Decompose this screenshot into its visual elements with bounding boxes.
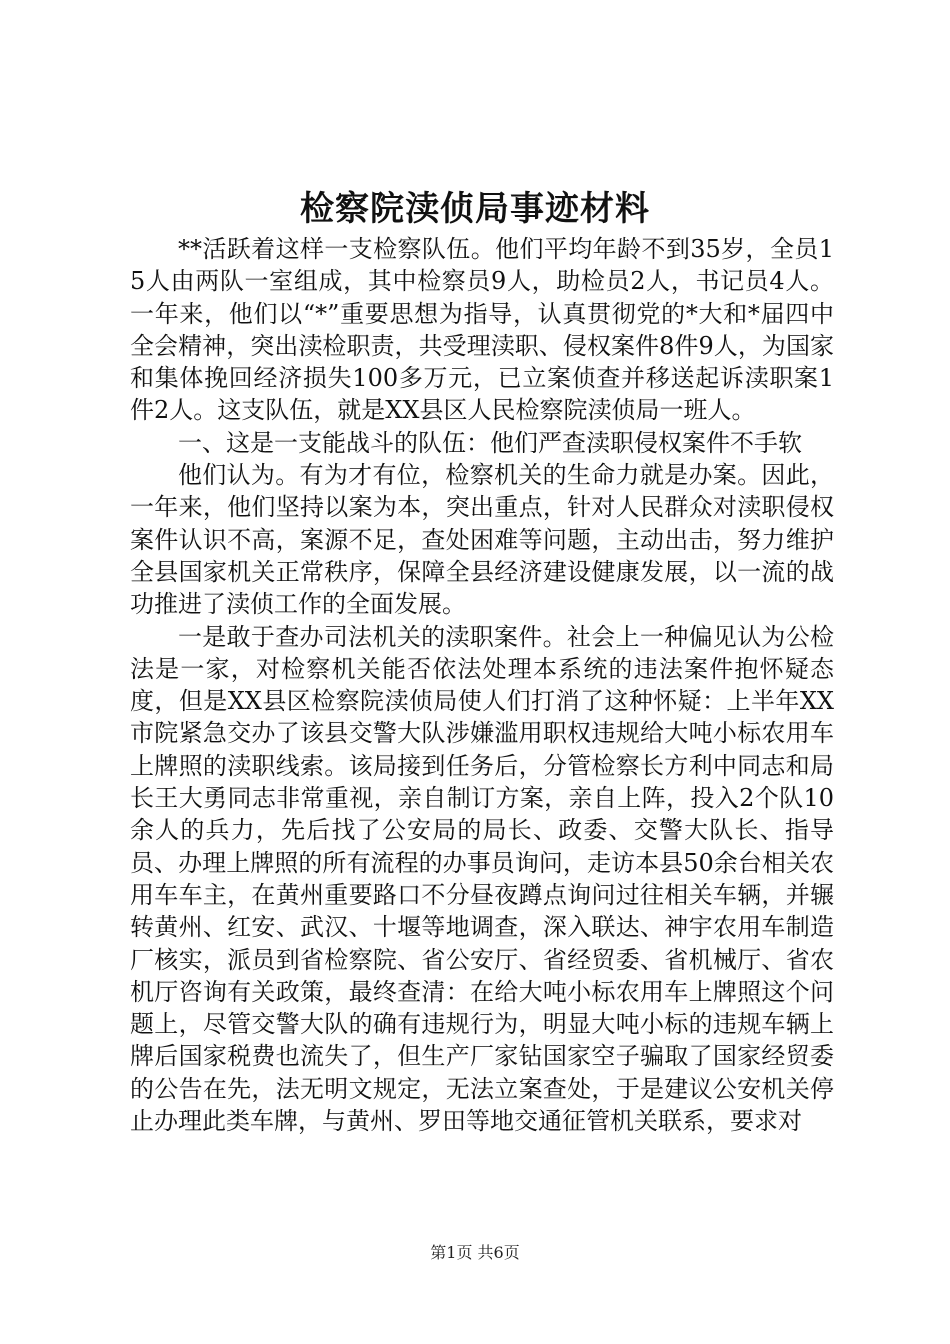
body-paragraph: 一是敢于查办司法机关的渎职案件。社会上一种偏见认为公检法是一家，对检察机关能否依法处理本系统的违法案件抱怀疑态度，但是XX县区检察院渎侦局使人们打消了这种怀疑：上半年XX市院紧急交办了该县交警大队涉嫌滥用职权违规给大吨小标农用车上牌照的渎职线索。该局接到任务后，分管检察长方利中同志和局长王大勇同志非常重视，亲自制订方案，亲自上阵，投入2个队10余人的兵力，先后找了公安局的局长、政委、交警大队长、指导员、办理上牌照的所有流程的办事员询问，走访本县50余台相关农用车车主，在黄州重要路口不分昼夜蹲点询问过往相关车辆，并辗转黄州、红安、武汉、十堰等地调查，深入联达、神宇农用车制造厂核实，派员到省检察院、省公安厅、省经贸委、省机械厅、省农机厅咨询有关政策，最终查清：在给大吨小标农用车上牌照这个问题上，尽管交警大队的确有违规行为，明显大吨小标的违规车辆上牌后国家税费也流失了，但生产厂家钻国家空子骗取了国家经贸委的公告在先，法无明文规定，无法立案查处，于是建议公安机关停止办理此类车牌，与黄州、罗田等地交通征管机关联系，要求对 [130,622,834,1136]
document-body [130,233,834,1137]
page-title: 检察院渎侦局事迹材料 [300,189,650,229]
body-paragraph-intro: **活跃着这样一支检察队伍。他们平均年龄不到35岁，全员15人由两队一室组成，其中检察员9人，助检员2人，书记员4人。一年来，他们以“*”重要思想为指导，认真贯彻党的*大和*届四中全会精神，突出渎检职责，共受理渎职、侵权案件8件9人，为国家和集体挽回经济损失100多万元，已立案侦查并移送起诉渎职案1件2人。这支队伍，就是XX县区人民检察院渎侦局一班人。 [130,235,834,425]
page-footer: 第1页 共6页 [430,1243,520,1262]
section-heading-1: 一、这是一支能战斗的队伍：他们严查渎职侵权案件不手软 [178,428,802,457]
body-paragraph: 他们认为。有为才有位，检察机关的生命力就是办案。因此，一年来，他们坚持以案为本，突出重点，针对人民群众对渎职侵权案件认识不高，案源不足，查处困难等问题，主动出击，努力维护全县国家机关正常秩序，保障全县经济建设健康发展，以一流的战功推进了渎侦工作的全面发展。 [130,461,834,619]
